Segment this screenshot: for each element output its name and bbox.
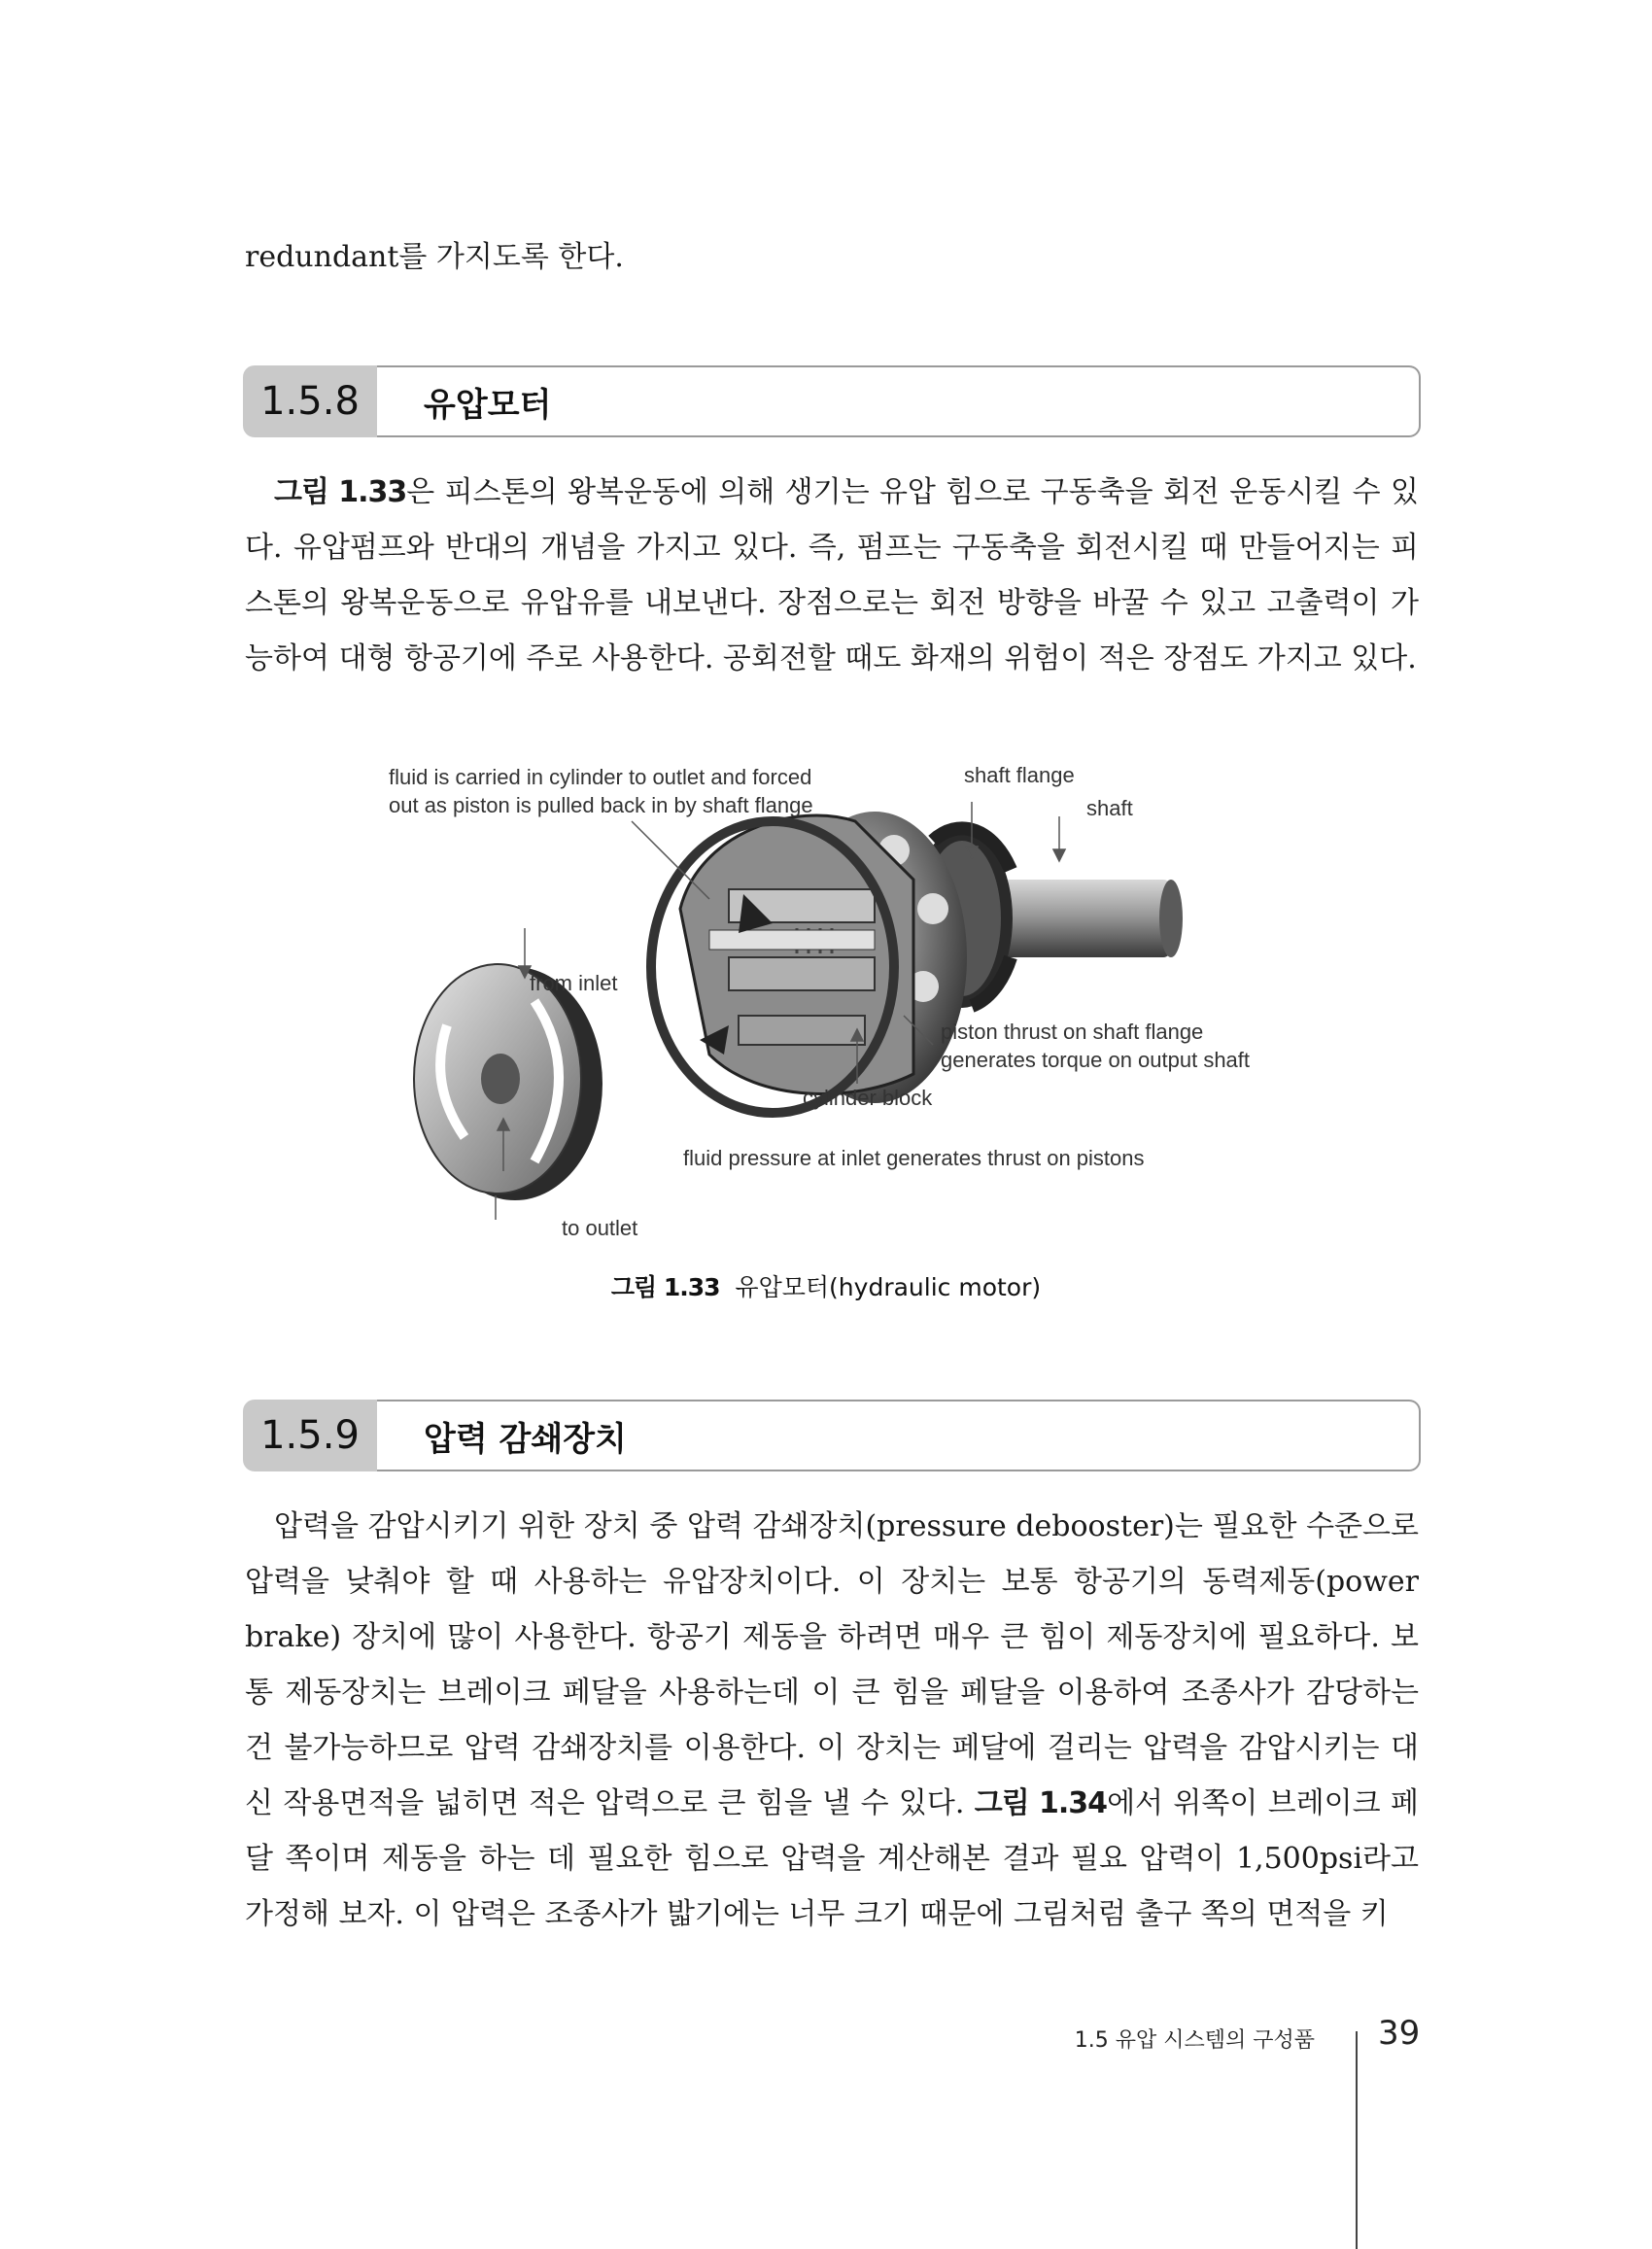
intro-line: redundant를 가지도록 한다. [245, 240, 624, 274]
caption-text: 유압모터(hydraulic motor) [735, 1273, 1042, 1301]
paragraph-text-continued: 에서 위쪽이 브레이크 페달 쪽이며 제동을 하는 데 필요한 힘으로 압력을 계산해본 결과 필요 압력이 1,500psi라고 가정해 보자. 이 압력은 조종사가 밟기에는 너무 크기 때문에 그림처럼 출구 쪽의 면적을 키 [245, 1786, 1419, 1931]
section-heading-1-5-9 [243, 1400, 1421, 1471]
paragraph-text: 압력을 감압시키기 위한 장치 중 압력 감쇄장치(pressure debooster)는 필요한 수준으로 압력을 낮춰야 할 때 사용하는 유압장치이다. 이 장치는 보통 항공기의 동력제동(power brake) 장치에 많이 사용한다. 항공기 제동을 하려면 매우 큰 힘이 제동장치에 필요하다. 보통 제동장치는 브레이크 페달을 사용하는데 이 큰 힘을 페달을 이용하여 조종사가 감당하는 건 불가능하므로 압력 감쇄장치를 이용한다. 이 장치는 페달에 걸리는 압력을 감압시키는 대신 작용면적을 넓히면 적은 압력으로 큰 힘을 낼 수 있다. [245, 1509, 1419, 1820]
caption-ref: 그림 1.33 [610, 1273, 720, 1301]
figure-ref: 그림 1.33 [274, 475, 407, 509]
footer-section-title: 1.5 유압 시스템의 구성품 [1074, 2028, 1315, 2053]
label-piston-thrust: piston thrust on shaft flange generates torque on output shaft [941, 1020, 1251, 1072]
label-fluid-pressure: fluid pressure at inlet generates thrust on pistons [683, 1146, 1145, 1170]
label-from-inlet: from inlet [530, 971, 618, 995]
section-heading-1-5-8 [243, 365, 1421, 437]
section-title: 유압모터 [424, 385, 552, 425]
hydraulic-motor-figure [389, 763, 1263, 1268]
figure-ref: 그림 1.34 [974, 1786, 1108, 1820]
label-cylinder-block: cylinder block [803, 1086, 933, 1110]
section-number: 1.5.8 [243, 365, 377, 437]
label-shaft-flange: shaft flange [964, 763, 1075, 787]
paragraph-text: 은 피스톤의 왕복운동에 의해 생기는 유압 힘으로 구동축을 회전 운동시킬 수 있다. 유압펌프와 반대의 개념을 가지고 있다. 즉, 펌프는 구동축을 회전시킬 때 만들어지는 피스톤의 왕복운동으로 유압유를 내보낸다. 장점으로는 회전 방향을 바꿀 수 있고 고출력이 가능하여 대형 항공기에 주로 사용한다. 공회전할 때도 화재의 위험이 적은 장점도 가지고 있다. [245, 475, 1419, 675]
footer-divider [1356, 2031, 1358, 2249]
section-title: 압력 감쇄장치 [424, 1419, 627, 1459]
figure-caption [0, 1268, 1652, 1303]
section-number: 1.5.9 [243, 1400, 377, 1471]
label-shaft: shaft [1086, 796, 1133, 820]
label-fluid-carried: fluid is carried in cylinder to outlet and forced out as piston is pulled back in by shaft flange [389, 765, 813, 817]
label-to-outlet: to outlet [562, 1216, 638, 1240]
page-number: 39 [1378, 2014, 1421, 2053]
paragraph-pressure-debooster [245, 1499, 1419, 1942]
paragraph-hydraulic-motor [245, 465, 1419, 686]
hydraulic-motor-illustration [389, 763, 1263, 1268]
